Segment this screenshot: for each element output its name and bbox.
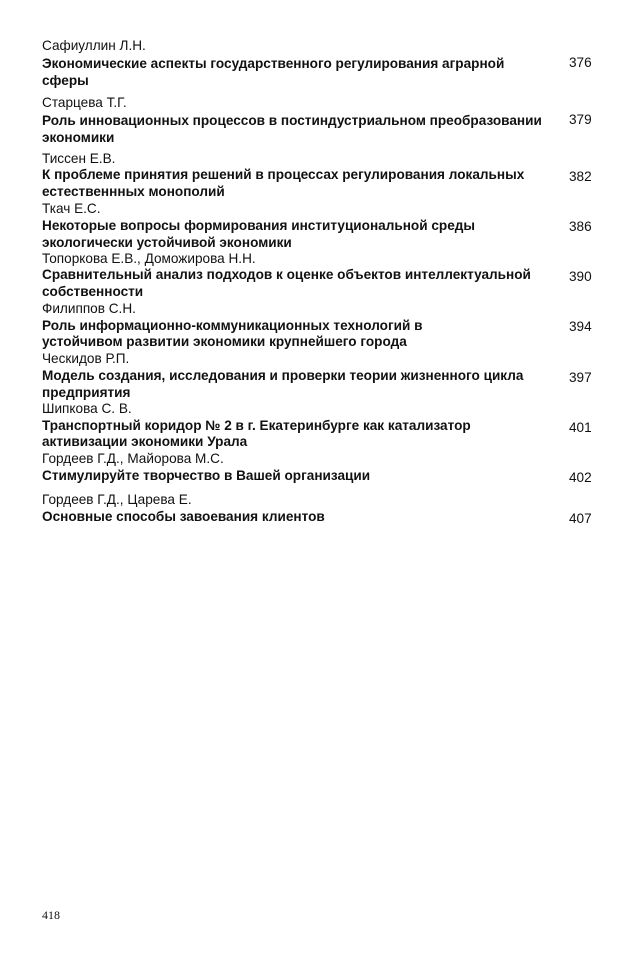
entry-title: Модель создания, исследования и проверки теории жизненного цикла [42,368,524,383]
entry-author: Шипкова С. В. [42,401,132,416]
entry-title: собственности [42,284,144,299]
entry-page: 394 [569,319,592,334]
entry-title: Роль информационно-коммуникационных технологий в [42,318,423,333]
entry-author: Ткач Е.С. [42,201,101,216]
entry-title: Некоторые вопросы формирования институциональной среды [42,218,476,233]
entry-page: 401 [569,420,592,435]
entry-page: 382 [569,169,592,184]
entry-page: 397 [569,370,592,385]
entry-title: естественнных монополий [42,184,225,199]
entry-author: Ческидов Р.П. [42,351,130,366]
entry-author: Старцева Т.Г. [42,95,127,110]
entry-title: сферы [42,73,89,88]
entry-title: Сравнительный анализ подходов к оценке объектов интеллектуальной [42,267,531,282]
entry-page: 376 [569,55,592,70]
entry-author: Гордеев Г.Д., Царева Е. [42,492,192,507]
page-number: 418 [42,908,60,922]
entry-author: Сафиуллин Л.Н. [42,38,146,53]
entry-title: Роль инновационных процессов в постиндустриальном преобразовании [42,113,542,128]
entry-title: экологически устойчивой экономики [42,235,292,250]
entry-page: 379 [569,112,592,127]
entry-title: Транспортный коридор № 2 в г. Екатеринбурге как катализатор [42,418,471,433]
entry-title: К проблеме принятия решений в процессах регулирования локальных [42,167,525,182]
entry-author: Гордеев Г.Д., Майорова М.С. [42,451,224,466]
entry-title: экономики [42,130,115,145]
entry-author: Тиссен Е.В. [42,151,116,166]
entry-page: 402 [569,470,592,485]
entry-page: 390 [569,269,592,284]
entry-title: предприятия [42,385,131,400]
entry-author: Топоркова Е.В., Доможирова Н.Н. [42,251,256,266]
entry-title: Стимулируйте творчество в Вашей организации [42,468,371,483]
entry-author: Филиппов С.Н. [42,301,136,316]
entry-page: 407 [569,511,592,526]
entry-page: 386 [569,219,592,234]
entry-title: Основные способы завоевания клиентов [42,509,325,524]
entry-title: Экономические аспекты государственного регулирования аграрной [42,56,505,71]
entry-title: активизации экономики Урала [42,434,248,449]
entry-title: устойчивом развитии экономики крупнейшего города [42,334,407,349]
